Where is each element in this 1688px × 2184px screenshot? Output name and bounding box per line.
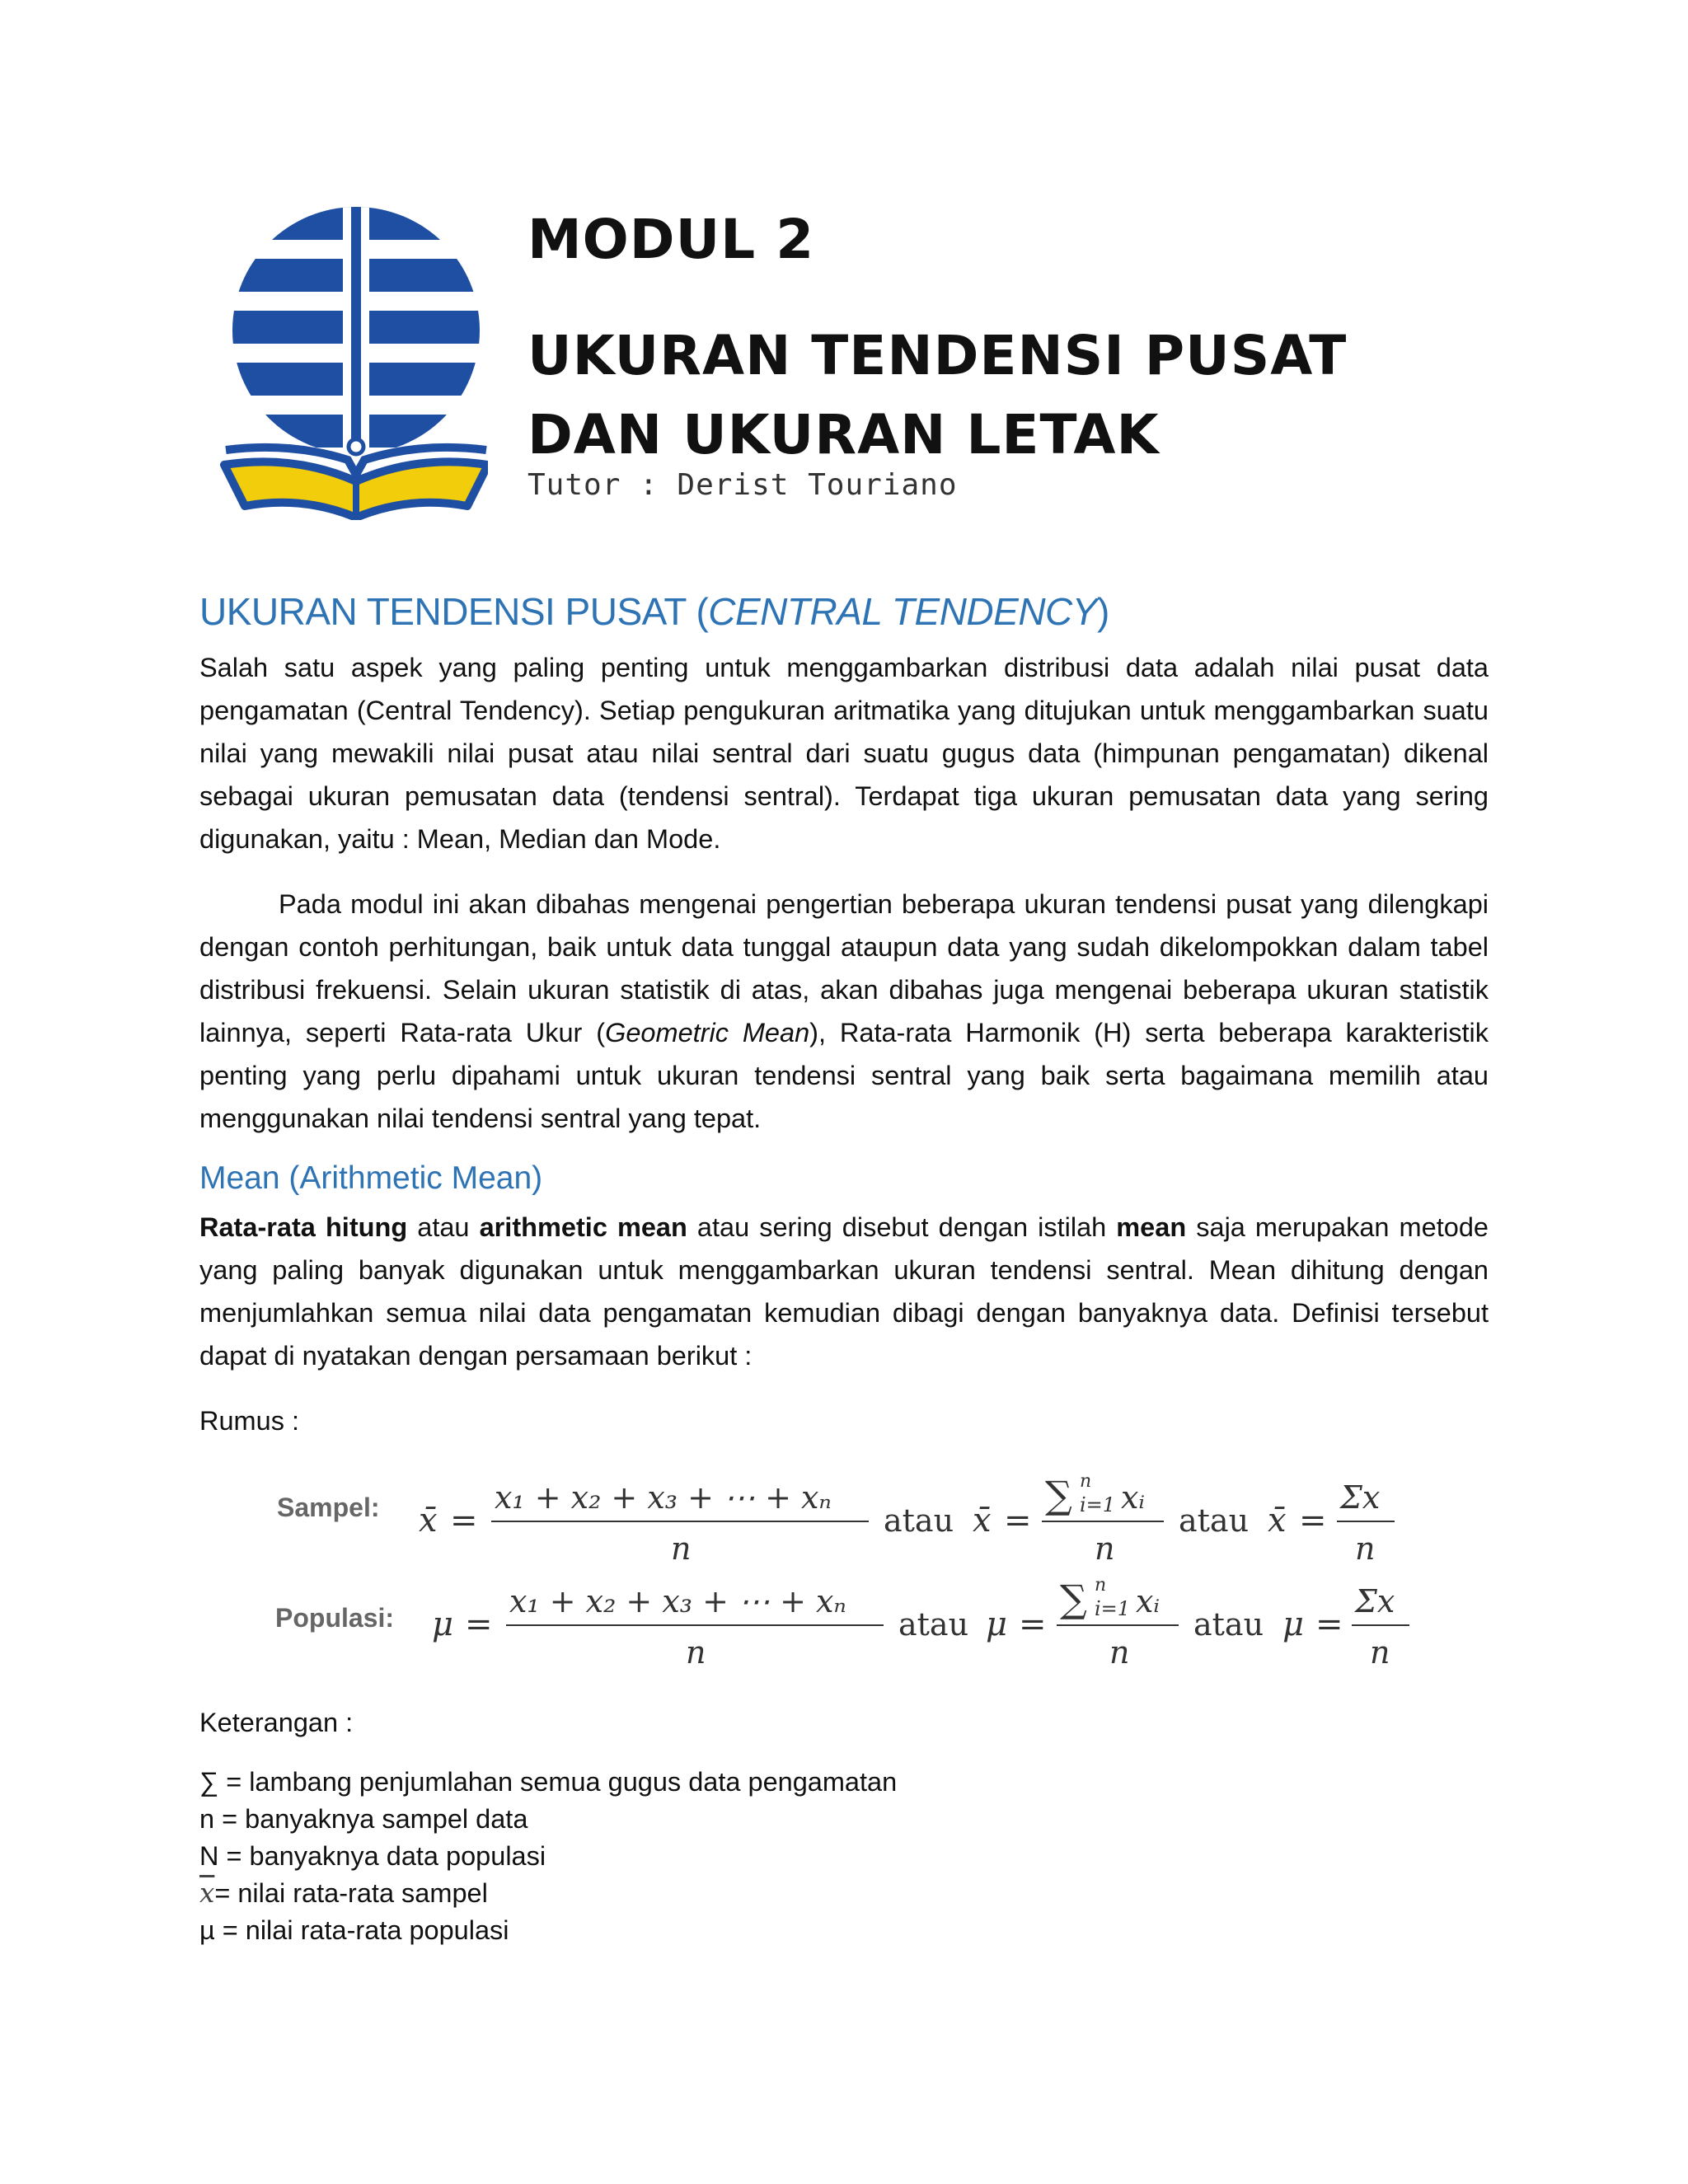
paragraph-text: Pada modul ini akan dibahas mengenai pengertian beberapa ukuran tendensi pusat yang dilengkapi dengan contoh perhitungan, baik untuk data tunggal ataupun data yang sudah dikelompokkan dalam tabel distribusi frekuensi. Selain ukuran statistik di atas, akan dibahas juga mengenai beberapa ukuran statistik lainnya, seperti Rata-rata Ukur ( <box>199 889 1489 1047</box>
bold-term: arithmetic mean <box>479 1212 687 1242</box>
paragraph-module-overview <box>199 883 1489 1140</box>
legend-item: µ = nilai rata-rata populasi <box>199 1915 509 1945</box>
xbar-symbol: $\overline{x}$ <box>199 1877 215 1909</box>
keterangan-label: Keterangan : <box>199 1708 354 1737</box>
legend-item: ∑ = lambang penjumlahan semua gugus data pengamatan <box>199 1767 898 1797</box>
formula-denominator: n <box>1095 1530 1115 1567</box>
heading-close: ) <box>1096 590 1109 633</box>
bold-term: mean <box>1116 1212 1187 1242</box>
rumus-label: Rumus : <box>199 1406 300 1436</box>
formula-denominator: n <box>686 1634 706 1671</box>
formula-mu: μ <box>986 1605 1007 1643</box>
formula-xbar: x̄ <box>973 1502 992 1540</box>
paragraph-mean-definition <box>199 1206 1489 1377</box>
module-title <box>528 316 1517 475</box>
formula-atau: atau <box>884 1502 954 1539</box>
formula-equals: = <box>1004 1502 1032 1540</box>
formula-equals: = <box>465 1605 493 1643</box>
formula-equals: = <box>1019 1605 1047 1643</box>
paragraph-text: atau <box>407 1212 480 1242</box>
formula-sigma-term: xᵢ <box>1136 1583 1160 1619</box>
formula-sum-x: Σx <box>1340 1479 1381 1516</box>
formula-numerator: x₁ + x₂ + x₃ + ⋯ + xₙ <box>495 1479 832 1516</box>
section-heading-central-tendency <box>199 589 1109 634</box>
symbol-legend <box>199 1764 897 1949</box>
formula-sigma: ∑ <box>1060 1577 1087 1621</box>
formula-denominator: n <box>1370 1634 1390 1671</box>
heading-italic: CENTRAL TENDENCY <box>708 590 1097 633</box>
formula-sum-x: Σx <box>1355 1583 1395 1619</box>
formula-sigma-sup: n <box>1095 1575 1107 1596</box>
formula-mu: μ <box>1282 1605 1304 1643</box>
paragraph-text: atau sering disebut dengan istilah <box>687 1212 1117 1242</box>
formula-atau: atau <box>1179 1502 1250 1539</box>
formula-denominator: n <box>671 1530 692 1567</box>
mean-formula <box>264 1467 1434 1681</box>
formula-sigma-sup: n <box>1080 1471 1092 1492</box>
formula-equals: = <box>1315 1605 1343 1643</box>
formula-denominator: n <box>1355 1530 1376 1567</box>
heading-text: UKURAN TENDENSI PUSAT ( <box>199 590 709 633</box>
universitas-terbuka-logo-icon <box>216 203 488 520</box>
paragraph-text: saja merupakan metode yang paling banyak digunakan untuk menggambarkan ukuran tendensi sentral. Mean dihitung dengan menjumlahkan semua nilai data pengamatan kemudian dibagi dengan banyaknya data. Definisi tersebut dapat di nyatakan dengan persamaan berikut : <box>199 1212 1489 1371</box>
legend-item-xbar <box>199 1875 897 1912</box>
legend-text: = nilai rata-rata sampel <box>214 1878 488 1908</box>
formula-sigma-term: xᵢ <box>1121 1479 1146 1516</box>
formula-sampel-label: Sampel: <box>277 1493 380 1522</box>
paragraph-text: ), Rata-rata Harmonik (H) serta beberapa karakteristik penting yang perlu dipahami untuk ukuran tendensi sentral yang baik serta bagaimana memilih atau menggunakan nilai tendensi sentral yang tepat. <box>199 1018 1489 1133</box>
legend-item: N = banyaknya data populasi <box>199 1841 546 1871</box>
formula-mu: μ <box>432 1605 453 1643</box>
formula-xbar: x̄ <box>419 1502 438 1540</box>
formula-equals: = <box>1299 1502 1327 1540</box>
formula-sigma-sub: i=1 <box>1080 1493 1116 1516</box>
formula-xbar: x̄ <box>1268 1502 1287 1540</box>
bold-term: Rata-rata hitung <box>199 1212 408 1242</box>
legend-item: n = banyaknya sampel data <box>199 1804 528 1834</box>
formula-populasi-label: Populasi: <box>275 1603 395 1633</box>
formula-numerator: x₁ + x₂ + x₃ + ⋯ + xₙ <box>509 1583 846 1619</box>
formula-denominator: n <box>1109 1634 1130 1671</box>
formula-sigma-sub: i=1 <box>1095 1597 1131 1620</box>
section-heading-mean: Mean (Arithmetic Mean) <box>199 1160 543 1196</box>
paragraph-intro: Salah satu aspek yang paling penting untuk menggambarkan distribusi data adalah nilai pusat data pengamatan (Central Tendency). Setiap pengukuran aritmatika yang ditujukan untuk menggambarkan suatu nilai yang mewakili nilai pusat atau nilai sentral dari suatu gugus data (himpunan pengamatan) dikenal sebagai ukuran pemusatan data (tendensi sentral). Terdapat tiga ukuran pemusatan data yang sering digunakan, yaitu : Mean, Median dan Mode. <box>199 653 1489 854</box>
formula-atau: atau <box>898 1606 969 1643</box>
module-title-line2: DAN UKURAN LETAK <box>528 403 1160 466</box>
tutor-name: Tutor : Derist Touriano <box>528 468 958 502</box>
module-number: MODUL 2 <box>528 208 815 271</box>
formula-atau: atau <box>1193 1606 1264 1643</box>
paragraph-italic: Geometric Mean <box>605 1018 810 1047</box>
formula-equals: = <box>450 1502 478 1540</box>
module-title-line1: UKURAN TENDENSI PUSAT <box>528 324 1348 387</box>
formula-sigma: ∑ <box>1045 1473 1072 1517</box>
